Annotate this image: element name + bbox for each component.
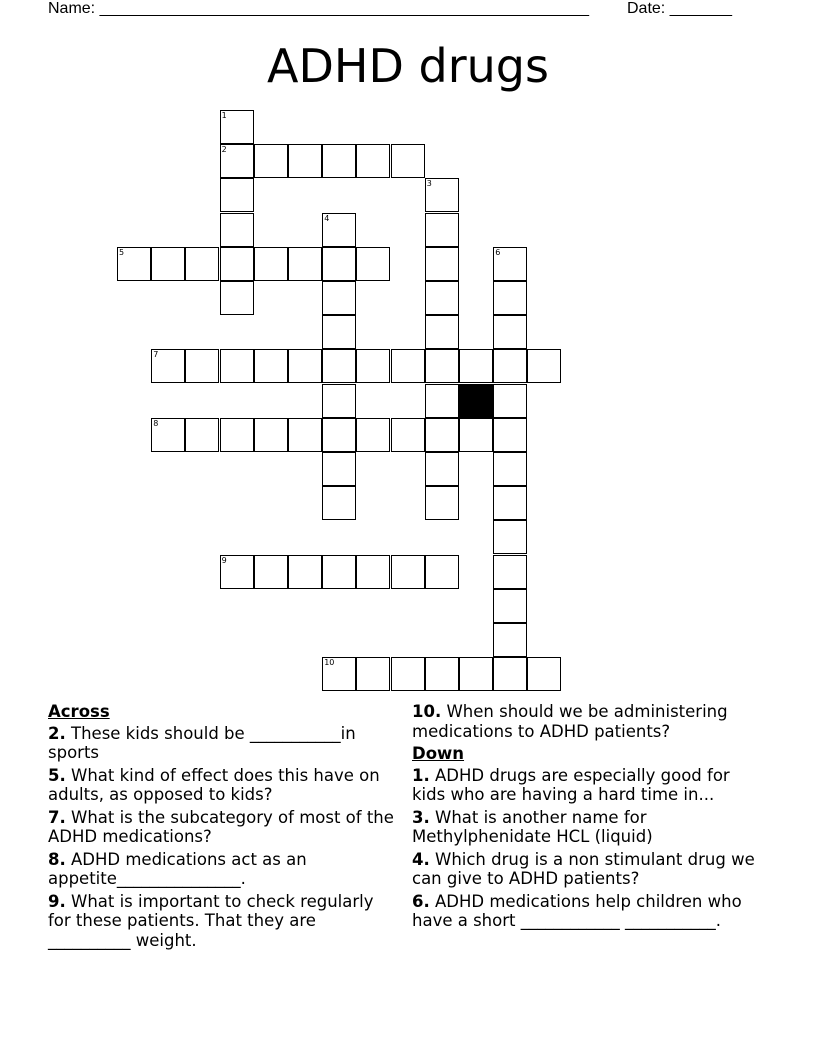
grid-cell[interactable] — [527, 657, 561, 691]
grid-cell[interactable] — [356, 555, 390, 589]
cell-number: 4 — [324, 213, 330, 223]
grid-cell[interactable] — [493, 247, 527, 281]
clue-text: What kind of effect does this have on adults, as opposed to kids? — [48, 765, 380, 804]
clue-text: When should we be administering medications to ADHD patients? — [412, 702, 728, 741]
black-cell — [459, 384, 493, 418]
grid-cell[interactable] — [391, 418, 425, 452]
name-field[interactable]: Name: _______________________________________________________ — [48, 0, 589, 17]
clue-number: 7. — [48, 807, 66, 827]
grid-cell[interactable] — [220, 144, 254, 178]
clue-number: 9. — [48, 891, 66, 911]
grid-cell[interactable] — [425, 657, 459, 691]
clue-number: 10. — [412, 702, 442, 721]
grid-cell[interactable] — [254, 418, 288, 452]
grid-cell[interactable] — [356, 144, 390, 178]
grid-cell[interactable] — [425, 178, 459, 212]
grid-cell[interactable] — [391, 349, 425, 383]
clue-text: What is the subcategory of most of the ADHD medications? — [48, 807, 394, 846]
down-clue-1 — [412, 766, 762, 805]
across-clue-10 — [412, 702, 762, 741]
grid-cell[interactable] — [493, 520, 527, 554]
grid-cell[interactable] — [425, 213, 459, 247]
grid-cell[interactable] — [220, 555, 254, 589]
down-clue-4 — [412, 850, 762, 889]
grid-cell[interactable] — [425, 384, 459, 418]
grid-cell[interactable] — [151, 247, 185, 281]
grid-cell[interactable] — [254, 144, 288, 178]
grid-cell[interactable] — [254, 247, 288, 281]
grid-cell[interactable] — [425, 486, 459, 520]
grid-cell[interactable] — [185, 247, 219, 281]
grid-cell[interactable] — [459, 418, 493, 452]
clue-number: 6. — [412, 891, 430, 911]
grid-cell[interactable] — [425, 418, 459, 452]
grid-cell[interactable] — [459, 349, 493, 383]
grid-cell[interactable] — [322, 452, 356, 486]
grid-cell[interactable] — [493, 384, 527, 418]
grid-cell[interactable] — [527, 349, 561, 383]
grid-cell[interactable] — [493, 555, 527, 589]
cell-number: 5 — [119, 247, 125, 257]
grid-cell[interactable] — [220, 247, 254, 281]
grid-cell[interactable] — [288, 349, 322, 383]
grid-cell[interactable] — [220, 213, 254, 247]
across-clue-9 — [48, 892, 398, 951]
down-clue-3 — [412, 808, 762, 847]
grid-cell[interactable] — [425, 349, 459, 383]
grid-cell[interactable] — [391, 555, 425, 589]
grid-cell[interactable] — [425, 555, 459, 589]
clue-number: 5. — [48, 765, 66, 785]
cell-number: 3 — [426, 179, 432, 189]
clue-number: 4. — [412, 849, 430, 869]
clue-number: 8. — [48, 849, 66, 869]
across-clue-5 — [48, 766, 398, 805]
grid-cell[interactable] — [288, 555, 322, 589]
grid-cell[interactable] — [459, 657, 493, 691]
grid-cell[interactable] — [220, 349, 254, 383]
clue-text: ADHD medications act as an appetite_______________. — [48, 849, 307, 888]
clue-text: ADHD drugs are especially good for kids who are having a hard time in... — [412, 765, 730, 804]
grid-cell[interactable] — [356, 657, 390, 691]
cell-number: 10 — [324, 658, 335, 668]
across-heading: Across — [48, 702, 110, 721]
grid-cell[interactable] — [151, 349, 185, 383]
grid-cell[interactable] — [493, 589, 527, 623]
puzzle-title: ADHD drugs — [267, 39, 549, 93]
grid-cell[interactable] — [322, 247, 356, 281]
grid-cell[interactable] — [493, 349, 527, 383]
grid-cell[interactable] — [493, 418, 527, 452]
grid-cell[interactable] — [356, 247, 390, 281]
grid-cell[interactable] — [425, 315, 459, 349]
cell-number: 6 — [495, 247, 501, 257]
clue-number: 3. — [412, 807, 430, 827]
clues-column-right — [412, 702, 762, 934]
grid-cell[interactable] — [117, 247, 151, 281]
cell-number: 7 — [153, 350, 159, 360]
grid-cell[interactable] — [493, 486, 527, 520]
clue-text: These kids should be ___________in sports — [48, 723, 356, 762]
grid-cell[interactable] — [425, 281, 459, 315]
grid-cell[interactable] — [288, 247, 322, 281]
grid-cell[interactable] — [391, 657, 425, 691]
grid-cell[interactable] — [493, 452, 527, 486]
across-clue-8 — [48, 850, 398, 889]
grid-cell[interactable] — [322, 657, 356, 691]
grid-cell[interactable] — [151, 418, 185, 452]
grid-cell[interactable] — [493, 657, 527, 691]
grid-cell[interactable] — [288, 144, 322, 178]
clue-text: ADHD medications help children who have a short ____________ ___________. — [412, 891, 742, 930]
grid-cell[interactable] — [425, 452, 459, 486]
across-clue-2 — [48, 724, 398, 763]
grid-cell[interactable] — [322, 315, 356, 349]
grid-cell[interactable] — [425, 247, 459, 281]
down-heading: Down — [412, 744, 465, 763]
across-clue-7 — [48, 808, 398, 847]
grid-cell[interactable] — [220, 281, 254, 315]
grid-cell[interactable] — [322, 486, 356, 520]
cell-number: 1 — [221, 111, 227, 120]
grid-cell[interactable] — [391, 144, 425, 178]
grid-cell[interactable] — [322, 281, 356, 315]
grid-cell[interactable] — [288, 418, 322, 452]
grid-cell[interactable] — [356, 349, 390, 383]
date-field[interactable]: Date: _______ — [627, 0, 732, 17]
clue-text: Which drug is a non stimulant drug we can give to ADHD patients? — [412, 849, 755, 888]
grid-cell[interactable] — [220, 178, 254, 212]
grid-cell[interactable] — [356, 418, 390, 452]
grid-cell[interactable] — [220, 418, 254, 452]
grid-cell[interactable] — [322, 418, 356, 452]
grid-cell[interactable] — [322, 144, 356, 178]
grid-cell[interactable] — [185, 418, 219, 452]
clue-number: 1. — [412, 765, 430, 785]
down-clue-6 — [412, 892, 762, 931]
grid-cell[interactable] — [493, 281, 527, 315]
clues-column-left — [48, 702, 398, 953]
clue-text: What is another name for Methylphenidate HCL (liquid) — [412, 807, 653, 846]
clue-number: 2. — [48, 723, 66, 743]
grid-cell[interactable] — [322, 213, 356, 247]
grid-cell[interactable] — [493, 315, 527, 349]
grid-cell[interactable] — [254, 555, 288, 589]
grid-cell[interactable] — [322, 384, 356, 418]
grid-cell[interactable] — [493, 623, 527, 657]
cell-number: 8 — [153, 418, 159, 428]
grid-cell[interactable] — [322, 349, 356, 383]
grid-cell[interactable] — [220, 110, 254, 144]
grid-cell[interactable] — [322, 555, 356, 589]
cell-number: 2 — [221, 145, 227, 155]
clue-text: What is important to check regularly for these patients. That they are __________ weight. — [48, 891, 374, 950]
cell-number: 9 — [221, 555, 227, 565]
grid-cell[interactable] — [254, 349, 288, 383]
grid-cell[interactable] — [185, 349, 219, 383]
